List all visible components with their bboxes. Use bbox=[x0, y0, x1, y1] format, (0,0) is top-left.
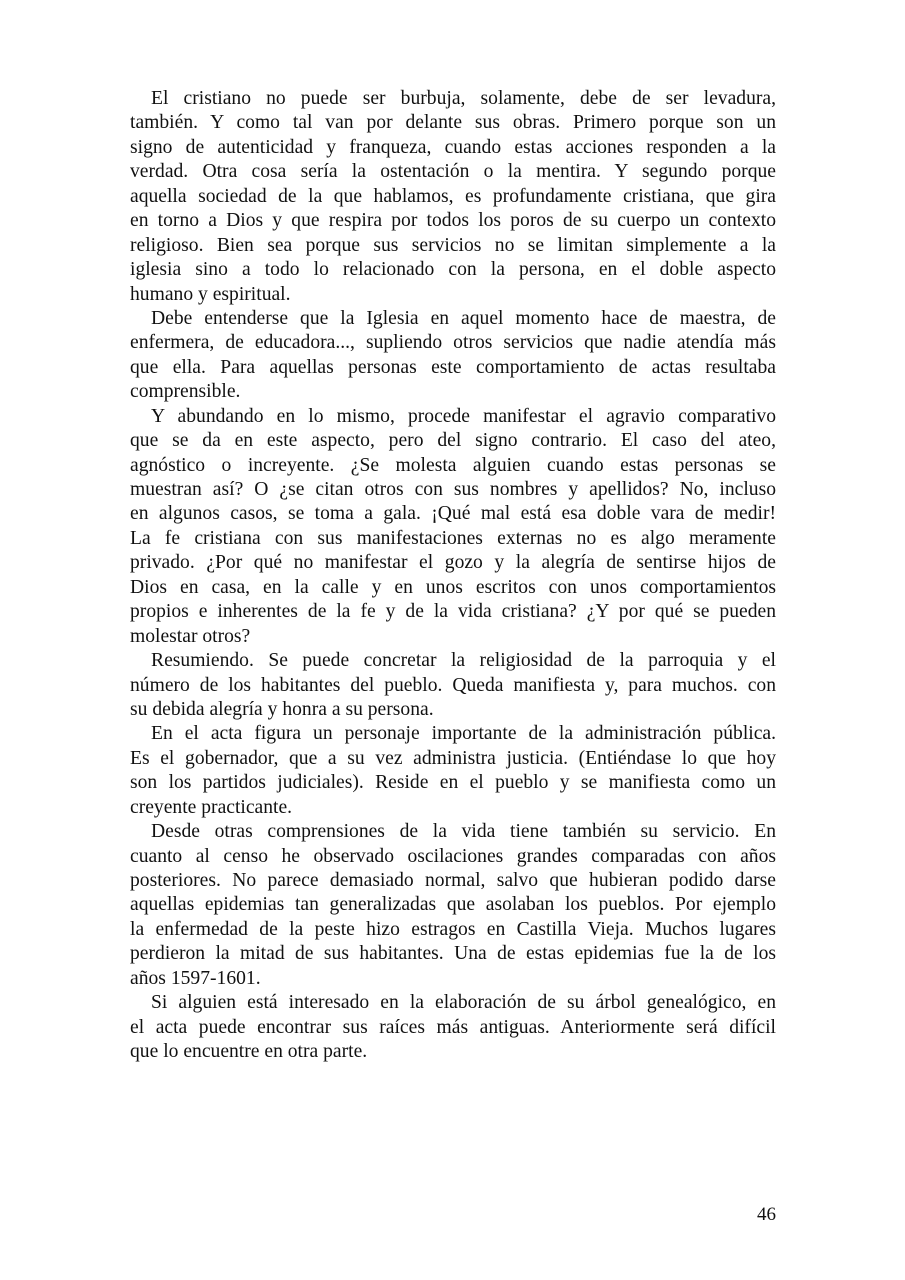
text-line: cuanto al censo he observado oscilaciones grandes comparadas con años bbox=[130, 845, 776, 867]
text-line: En el acta figura un personaje importante de la administración pública. bbox=[151, 723, 776, 745]
page-number: 46 bbox=[757, 1204, 776, 1225]
text-line: aquella sociedad de la que hablamos, es profundamente cristiana, que gira bbox=[130, 185, 776, 207]
text-line: que se da en este aspecto, pero del signo contrario. El caso del ateo, bbox=[130, 430, 776, 452]
text-line: creyente practicante. bbox=[130, 796, 293, 818]
text-line: enfermera, de educadora..., supliendo otros servicios que nadie atendía más bbox=[130, 332, 776, 354]
text-line: propios e inherentes de la fe y de la vida cristiana? ¿Y por qué se pueden bbox=[130, 601, 776, 623]
text-line: número de los habitantes del pueblo. Queda manifiesta y, para muchos. con bbox=[130, 674, 776, 696]
text-line: Debe entenderse que la Iglesia en aquel momento hace de maestra, de bbox=[151, 307, 776, 329]
text-line: religioso. Bien sea porque sus servicios no se limitan simplemente a la bbox=[130, 234, 776, 256]
text-line: comprensible. bbox=[130, 381, 241, 403]
text-line: humano y espiritual. bbox=[130, 283, 291, 305]
text-line: que ella. Para aquellas personas este comportamiento de actas resultaba bbox=[130, 356, 776, 378]
paragraph-7 bbox=[130, 991, 776, 1064]
text-line: la enfermedad de la peste hizo estragos en Castilla Vieja. Muchos lugares bbox=[130, 918, 776, 940]
text-line: que lo encuentre en otra parte. bbox=[130, 1041, 368, 1063]
paragraph-3 bbox=[130, 405, 776, 649]
text-line: verdad. Otra cosa sería la ostentación o la mentira. Y segundo porque bbox=[130, 161, 776, 183]
text-line: muestran así? O ¿se citan otros con sus nombres y apellidos? No, incluso bbox=[130, 479, 776, 500]
text-line: privado. ¿Por qué no manifestar el gozo y la alegría de sentirse hijos de bbox=[130, 552, 776, 574]
text-line: años 1597-1601. bbox=[130, 967, 261, 989]
text-line: aquellas epidemias tan generalizadas que asolaban los pueblos. Por ejemplo bbox=[130, 894, 776, 916]
text-line: iglesia sino a todo lo relacionado con la persona, en el doble aspecto bbox=[130, 259, 776, 281]
text-line: son los partidos judiciales). Reside en el pueblo y se manifiesta como un bbox=[130, 772, 776, 794]
text-line: Desde otras comprensiones de la vida tiene también su servicio. En bbox=[151, 821, 776, 843]
text-line: El cristiano no puede ser burbuja, solamente, debe de ser levadura, bbox=[151, 88, 776, 109]
text-line: perdieron la mitad de sus habitantes. Una de estas epidemias fue la de los bbox=[130, 943, 776, 965]
paragraph-6 bbox=[130, 820, 776, 991]
text-line: Y abundando en lo mismo, procede manifestar el agravio comparativo bbox=[151, 405, 776, 427]
text-line: también. Y como tal van por delante sus obras. Primero porque son un bbox=[130, 112, 776, 134]
text-line: agnóstico o increyente. ¿Se molesta alguien cuando estas personas se bbox=[130, 454, 776, 476]
paragraph-5 bbox=[130, 722, 776, 820]
text-line: en torno a Dios y que respira por todos los poros de su cuerpo un contexto bbox=[130, 210, 776, 232]
text-line: signo de autenticidad y franqueza, cuando estas acciones responden a la bbox=[130, 136, 776, 158]
text-line: Si alguien está interesado en la elaboración de su árbol genealógico, en bbox=[151, 992, 776, 1014]
text-line: molestar otros? bbox=[130, 625, 251, 647]
paragraph-2 bbox=[130, 307, 776, 405]
paragraph-4 bbox=[130, 649, 776, 722]
text-line: posteriores. No parece demasiado normal, salvo que hubieran podido darse bbox=[130, 870, 776, 891]
text-line: Resumiendo. Se puede concretar la religiosidad de la parroquia y el bbox=[151, 650, 776, 672]
text-line: Dios en casa, en la calle y en unos escritos con unos comportamientos bbox=[130, 576, 776, 598]
paragraph-1 bbox=[130, 87, 776, 307]
text-line: su debida alegría y honra a su persona. bbox=[130, 698, 434, 720]
body-text bbox=[130, 87, 776, 1065]
text-line: en algunos casos, se toma a gala. ¡Qué mal está esa doble vara de medir! bbox=[130, 503, 776, 525]
text-line: el acta puede encontrar sus raíces más antiguas. Anteriormente será difícil bbox=[130, 1016, 776, 1038]
text-line: Es el gobernador, que a su vez administra justicia. (Entiéndase lo que hoy bbox=[130, 747, 776, 769]
text-line: La fe cristiana con sus manifestaciones externas no es algo meramente bbox=[130, 527, 776, 549]
